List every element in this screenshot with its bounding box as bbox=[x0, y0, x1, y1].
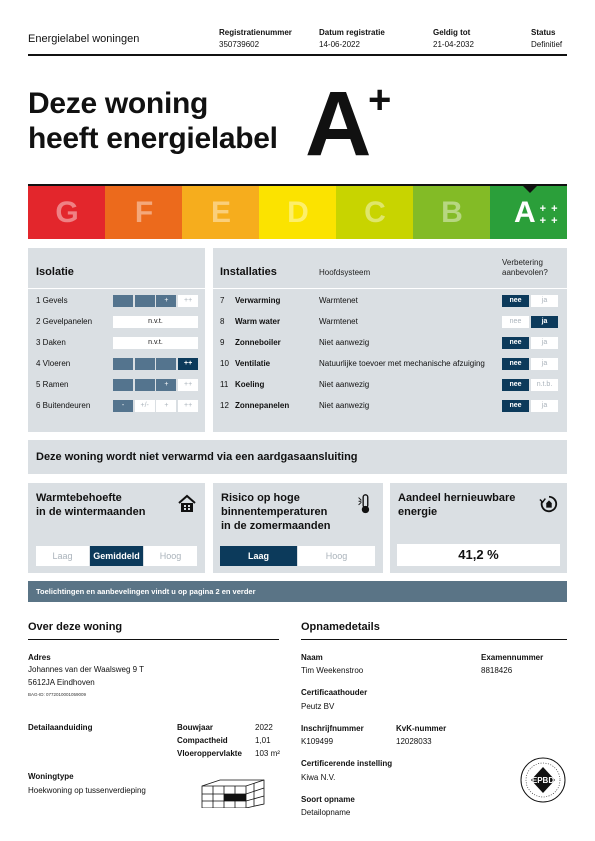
installation-advice-nee: nee bbox=[502, 379, 529, 391]
house-icon bbox=[177, 493, 197, 515]
recycle-icon bbox=[539, 493, 559, 515]
energy-scale bbox=[28, 184, 567, 239]
status: Status Definitief bbox=[531, 28, 563, 49]
explanation-note: Toelichtingen en aanbevelingen vindt u op pagina 2 en verder bbox=[28, 581, 567, 602]
isolation-score-cell: ++ bbox=[178, 295, 198, 307]
isolation-row-label: 1 Gevels bbox=[36, 296, 68, 305]
heat-low: Laag bbox=[36, 546, 89, 566]
thermometer-icon bbox=[355, 493, 375, 515]
installation-row-label: 7 Verwarming bbox=[220, 296, 281, 305]
isolation-title: Isolatie bbox=[36, 266, 74, 278]
gas-connection-notice: Deze woning wordt niet verwarmd via een aardgasaansluiting bbox=[28, 440, 567, 474]
inspector-name-label: Naam bbox=[301, 653, 323, 662]
installation-system: Natuurlijke toevoer met mechanische afzuiging bbox=[319, 359, 485, 368]
kvk-label: KvK-nummer bbox=[396, 724, 447, 733]
about-divider bbox=[28, 639, 279, 640]
isolation-score-cell bbox=[113, 358, 133, 370]
renewable-share-value: 41,2 % bbox=[397, 544, 560, 566]
house-type-label: Woningtype bbox=[28, 772, 74, 781]
recording-type-label: Soort opname bbox=[301, 795, 355, 804]
recording-title: Opnamedetails bbox=[301, 621, 380, 633]
risk-low: Laag bbox=[220, 546, 297, 566]
heat-high: Hoog bbox=[144, 546, 197, 566]
certifying-body: Kiwa N.V. bbox=[301, 773, 336, 782]
installation-row-label: 8 Warm water bbox=[220, 317, 281, 326]
installation-row-label: 10 Ventilatie bbox=[220, 359, 271, 368]
installation-system: Niet aanwezig bbox=[319, 338, 370, 347]
isolation-score-cell: + bbox=[156, 379, 176, 391]
isolation-score-cell: + bbox=[156, 400, 176, 412]
isolation-score-cell bbox=[113, 379, 133, 391]
isolation-score-cell: ++ bbox=[178, 358, 198, 370]
improvement-header: Verbetering aanbevolen? bbox=[502, 258, 548, 277]
isolation-divider bbox=[28, 288, 205, 289]
heat-medium: Gemiddeld bbox=[90, 546, 143, 566]
inspector-name: Tim Weekenstroo bbox=[301, 666, 364, 675]
installations-panel bbox=[213, 248, 567, 432]
isolation-score-cell bbox=[135, 358, 155, 370]
floor-area-label: Vloeroppervlakte bbox=[177, 749, 242, 758]
isolation-score-cell bbox=[156, 358, 176, 370]
installation-advice-nee: nee bbox=[502, 358, 529, 370]
isolation-score-cell bbox=[135, 379, 155, 391]
registration-value: K109499 bbox=[301, 737, 334, 746]
installation-advice-nee: nee bbox=[502, 400, 529, 412]
isolation-score-cell bbox=[135, 295, 155, 307]
installation-advice-nee: nee bbox=[502, 295, 529, 307]
energy-class-c: C bbox=[336, 186, 414, 239]
header-bar bbox=[28, 24, 567, 56]
renewable-share-title: Aandeel hernieuwbare energie bbox=[398, 492, 516, 518]
bag-id: BAG-ID: 0772010001059009 bbox=[28, 692, 87, 697]
installation-advice-ja: n.t.b. bbox=[531, 379, 558, 391]
installation-system: Niet aanwezig bbox=[319, 401, 370, 410]
energy-class-g: G bbox=[28, 186, 106, 239]
installation-advice-ja: ja bbox=[531, 337, 558, 349]
floor-area-value: 103 m² bbox=[255, 749, 280, 758]
house-type-value: Hoekwoning op tussenverdieping bbox=[28, 786, 146, 795]
address-label: Adres bbox=[28, 653, 51, 662]
isolation-not-applicable: n.v.t. bbox=[113, 316, 198, 328]
certifying-body-label: Certificerende instelling bbox=[301, 759, 393, 768]
isolation-not-applicable: n.v.t. bbox=[113, 337, 198, 349]
registration-date: Datum registratie 14-06-2022 bbox=[319, 28, 385, 49]
current-class-marker bbox=[523, 186, 537, 193]
label-statement: Deze woning heeft energielabel bbox=[28, 87, 278, 155]
about-title: Over deze woning bbox=[28, 621, 123, 633]
isolation-row-label: 2 Gevelpanelen bbox=[36, 317, 93, 326]
valid-until: Geldig tot 21-04-2032 bbox=[433, 28, 474, 49]
installation-advice-ja: ja bbox=[531, 400, 558, 412]
bouwjaar-label: Bouwjaar bbox=[177, 723, 214, 732]
energy-class-f: F bbox=[105, 186, 183, 239]
installation-advice-ja: ja bbox=[531, 295, 558, 307]
address-line-1: Johannes van der Waalsweg 9 T bbox=[28, 665, 145, 674]
energy-class-b: B bbox=[413, 186, 491, 239]
installation-system: Warmtenet bbox=[319, 317, 358, 326]
installation-row-label: 11 Koeling bbox=[220, 380, 265, 389]
exam-number: 8818426 bbox=[481, 666, 513, 675]
energy-label-plus: + bbox=[368, 78, 392, 122]
exam-number-label: Examennummer bbox=[481, 653, 544, 662]
renewable-share-tile bbox=[390, 483, 567, 573]
recording-type: Detailopname bbox=[301, 808, 351, 817]
recording-divider bbox=[301, 639, 567, 640]
epbd-seal-icon bbox=[519, 756, 567, 804]
installation-advice-nee: nee bbox=[502, 337, 529, 349]
installation-row-label: 9 Zonneboiler bbox=[220, 338, 281, 347]
document-title: Energielabel woningen bbox=[28, 33, 140, 45]
installation-advice-ja: ja bbox=[531, 316, 558, 328]
energy-class-d: D bbox=[259, 186, 337, 239]
compactness-value: 1,01 bbox=[255, 736, 271, 745]
installations-divider bbox=[213, 288, 567, 289]
detail-label: Detailaanduiding bbox=[28, 723, 93, 732]
isolation-row-label: 6 Buitendeuren bbox=[36, 401, 91, 410]
installation-advice-nee: nee bbox=[502, 316, 529, 328]
energy-label-grade: A bbox=[305, 73, 370, 175]
energy-class-e: E bbox=[182, 186, 260, 239]
installation-system: Niet aanwezig bbox=[319, 380, 370, 389]
installations-title: Installaties bbox=[220, 266, 277, 278]
isolation-score-cell: ++ bbox=[178, 400, 198, 412]
isolation-row-label: 4 Vloeren bbox=[36, 359, 71, 368]
address-line-2: 5612JA Eindhoven bbox=[28, 678, 95, 687]
isolation-score-cell: +/- bbox=[135, 400, 155, 412]
risk-high: Hoog bbox=[298, 546, 375, 566]
installation-advice-ja: ja bbox=[531, 358, 558, 370]
installation-system: Warmtenet bbox=[319, 296, 358, 305]
isolation-score-cell: ++ bbox=[178, 379, 198, 391]
current-class-plus: + + + + bbox=[539, 202, 559, 227]
energy-class-a: A + + + + bbox=[490, 186, 567, 239]
isolation-score-cell bbox=[113, 295, 133, 307]
overheating-risk-title: Risico op hoge binnentemperaturen in de zomermaanden bbox=[221, 492, 331, 532]
certificate-holder-label: Certificaathouder bbox=[301, 688, 368, 697]
installation-row-label: 12 Zonnepanelen bbox=[220, 401, 290, 410]
isolation-row-label: 5 Ramen bbox=[36, 380, 69, 389]
isolation-score-cell: + bbox=[156, 295, 176, 307]
isolation-row-label: 3 Daken bbox=[36, 338, 66, 347]
certificate-holder: Peutz BV bbox=[301, 702, 335, 711]
heat-demand-tile bbox=[28, 483, 205, 573]
heat-demand-title: Warmtebehoefte in de wintermaanden bbox=[36, 492, 146, 518]
kvk-value: 12028033 bbox=[396, 737, 432, 746]
bouwjaar-value: 2022 bbox=[255, 723, 273, 732]
svg-text:EPBD: EPBD bbox=[531, 776, 555, 785]
overheating-risk-tile bbox=[213, 483, 383, 573]
registration-number: Registratienummer 350739602 bbox=[219, 28, 292, 49]
isolation-panel bbox=[28, 248, 205, 432]
registration-label: Inschrijfnummer bbox=[301, 724, 364, 733]
main-system-header: Hoofdsysteem bbox=[319, 268, 371, 277]
building-icon bbox=[198, 774, 268, 808]
compactness-label: Compactheid bbox=[177, 736, 228, 745]
isolation-score-cell: - bbox=[113, 400, 133, 412]
